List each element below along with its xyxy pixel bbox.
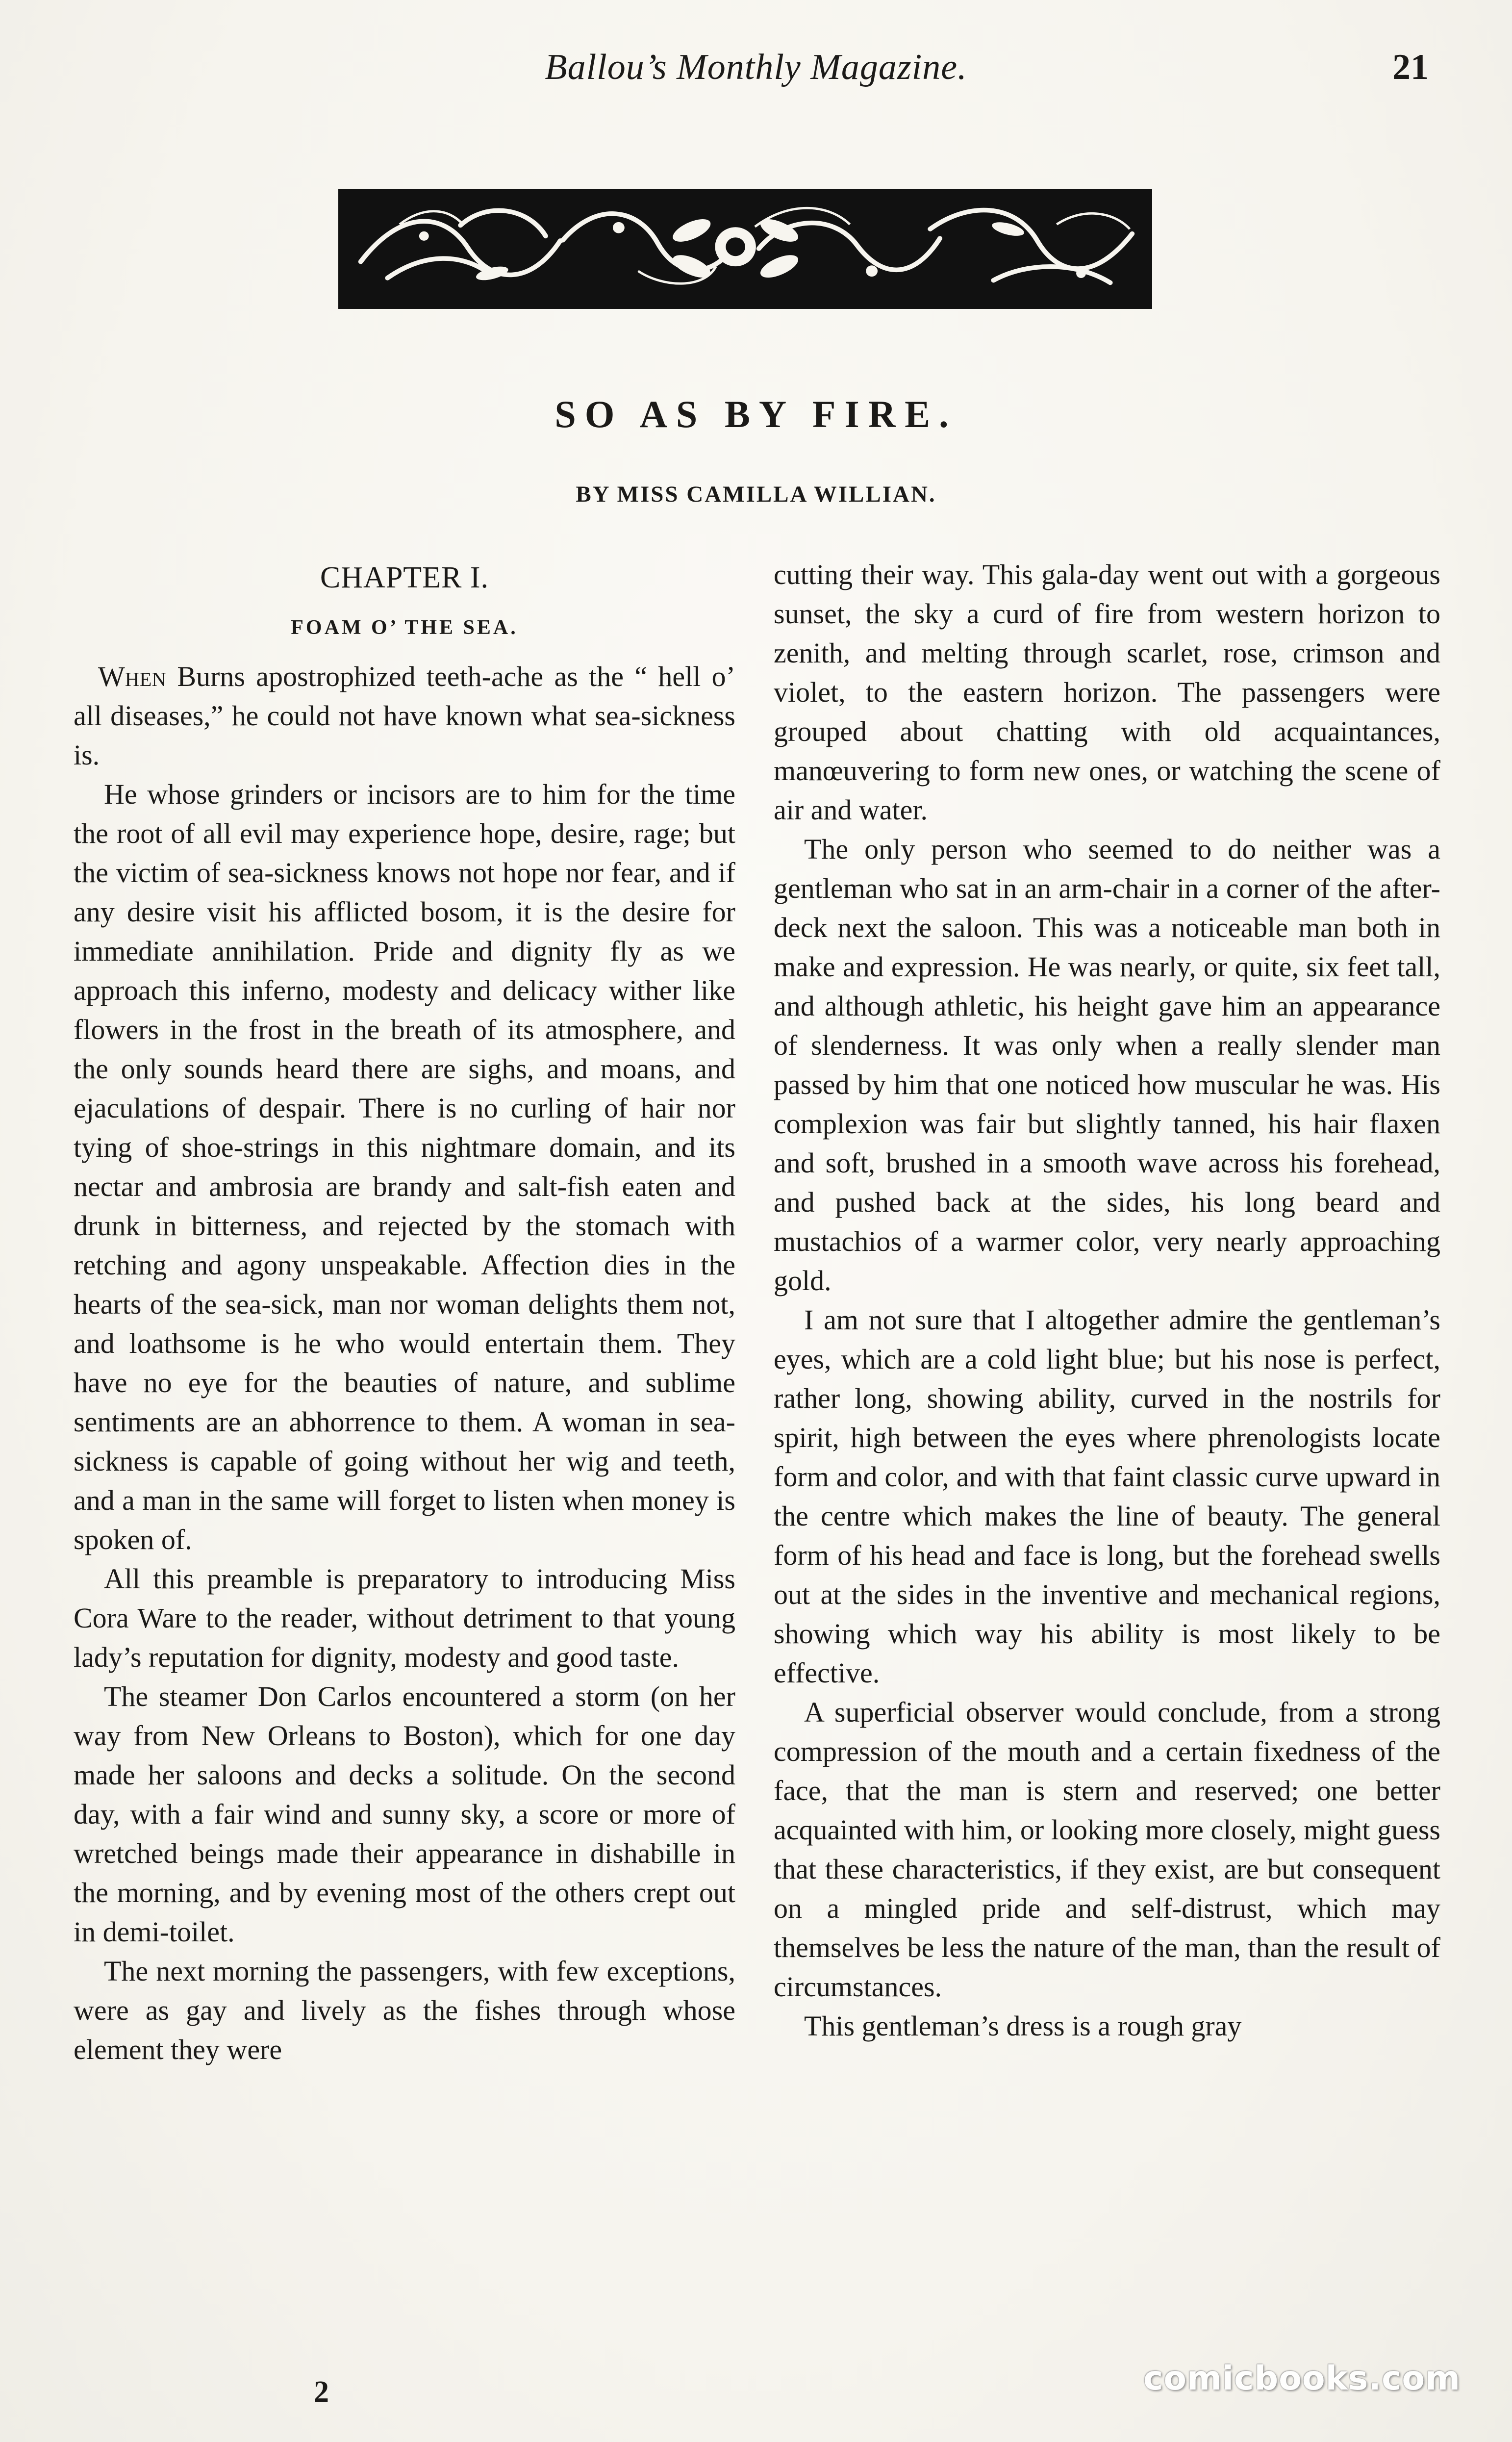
foliate-scroll-icon (341, 192, 1149, 306)
ornamental-headpiece-icon (338, 189, 1152, 309)
opening-paragraph-text: Burns apostrophized teeth-ache as the “ hell o’ all diseases,” he could not have known what sea-sickness is. (74, 661, 735, 771)
right-text-column (774, 555, 1440, 2046)
printer-signature: 2 (314, 2375, 329, 2409)
paragraph-passengers: The next morning the passengers, with few exceptions, were as gay and lively as the fishes through whose element they were (74, 1955, 735, 2065)
paragraph-sea-sickness: He whose grinders or incisors are to him for the time the root of all evil may experience hope, desire, rage; but the victim of sea-sickness knows not hope nor fear, and if any desire visit his afflicted bosom, it is the desire for immediate annihilation. Pride and dignity fly as we approach this inferno, modesty and delicacy wither like flowers in the frost in the breath of its atmosphere, and the only sounds heard there are sighs, and moans, and ejaculations of despair. There is no curling of hair nor tying of shoe-strings in this nightmare domain, and its nectar and ambrosia are brandy and salt-fish eaten and drunk in bitterness, and rejected by the stomach with retching and agony unspeakable. Affection dies in the hearts of the sea-sick, man nor woman delights them not, and loathsome is he who would entertain them. They have no eye for the beauties of nature, and sublime sentiments are an abhorrence to them. A woman in sea-sickness is capable of going without her wig and teeth, and a man in the same will forget to listen when money is spoken of. (74, 778, 735, 1555)
story-byline: BY MISS CAMILLA WILLIAN. (576, 482, 936, 507)
paragraph-gentleman: The only person who seemed to do neither was a gentleman who sat in an arm-chair in a corner of the after-deck next the saloon. This was a noticeable man both in make and expression. He was nearly, or quite, six feet tall, and although athletic, his height gave him an appearance of slenderness. It was only when a really slender man passed by him that one noticed how muscular he was. His complexion was fair but slightly tanned, his hair flaxen and soft, brushed in a smooth wave across his forehead, and pushed back at the sides, his long beard and mustachios of a warmer color, very nearly approaching gold. (774, 833, 1440, 1297)
chapter-heading: CHAPTER I. (320, 561, 489, 594)
watermark: comicbooks.com (1143, 2359, 1461, 2398)
paragraph-eyes: I am not sure that I altogether admire the gentleman’s eyes, which are a cold light blue; but his nose is perfect, rather long, showing ability, curved in the nostrils for spirit, high between the eyes where phrenologists locate form and color, and with that faint classic curve upward in the centre which makes the line of beauty. The general form of his head and face is long, but the forehead swells out at the sides in the inventive and mechanical regions, showing which way his ability is most likely to be effective. (774, 1304, 1440, 1689)
opening-paragraph (74, 657, 735, 775)
paragraph-steamer: The steamer Don Carlos encountered a storm (on her way from New Orleans to Boston), which for one day made her saloons and decks a solitude. On the second day, with a fair wind and sunny sky, a score or more of wretched beings made their appearance in dishabille in the morning, and by evening most of the others crept out in demi-toilet. (74, 1680, 735, 1948)
journal-title: Ballou’s Monthly Magazine. (545, 47, 967, 87)
page-number: 21 (1392, 47, 1429, 87)
paragraph-dress: This gentleman’s dress is a rough gray (804, 2010, 1242, 2042)
opening-word: When (98, 661, 167, 692)
story-title: SO AS BY FIRE. (554, 393, 958, 435)
running-head (0, 40, 1512, 94)
left-text-column (74, 554, 735, 2069)
continued-paragraph: cutting their way. This gala-day went out with a gorgeous sunset, the sky a curd of fire from western horizon to zenith, and melting through scarlet, rose, crimson and violet, to the eastern horizon. The passengers were grouped about chatting with old acquaintances, manœuvering to form new ones, or watching the scene of air and water. (774, 559, 1440, 826)
paragraph-observer: A superficial observer would conclude, from a strong compression of the mouth and a certain fixedness of the face, that the man is stern and reserved; one better acquainted with him, or looking more closely, might guess that these characteristics, if they exist, are but consequent on a mingled pride and self-distrust, which may themselves be less the nature of the man, than the result of circumstances. (774, 1696, 1440, 2003)
chapter-subtitle: FOAM O’ THE SEA. (291, 616, 518, 639)
paragraph-preamble: All this preamble is preparatory to introducing Miss Cora Ware to the reader, without detriment to that young lady’s reputation for dignity, modesty and good taste. (74, 1563, 735, 1673)
